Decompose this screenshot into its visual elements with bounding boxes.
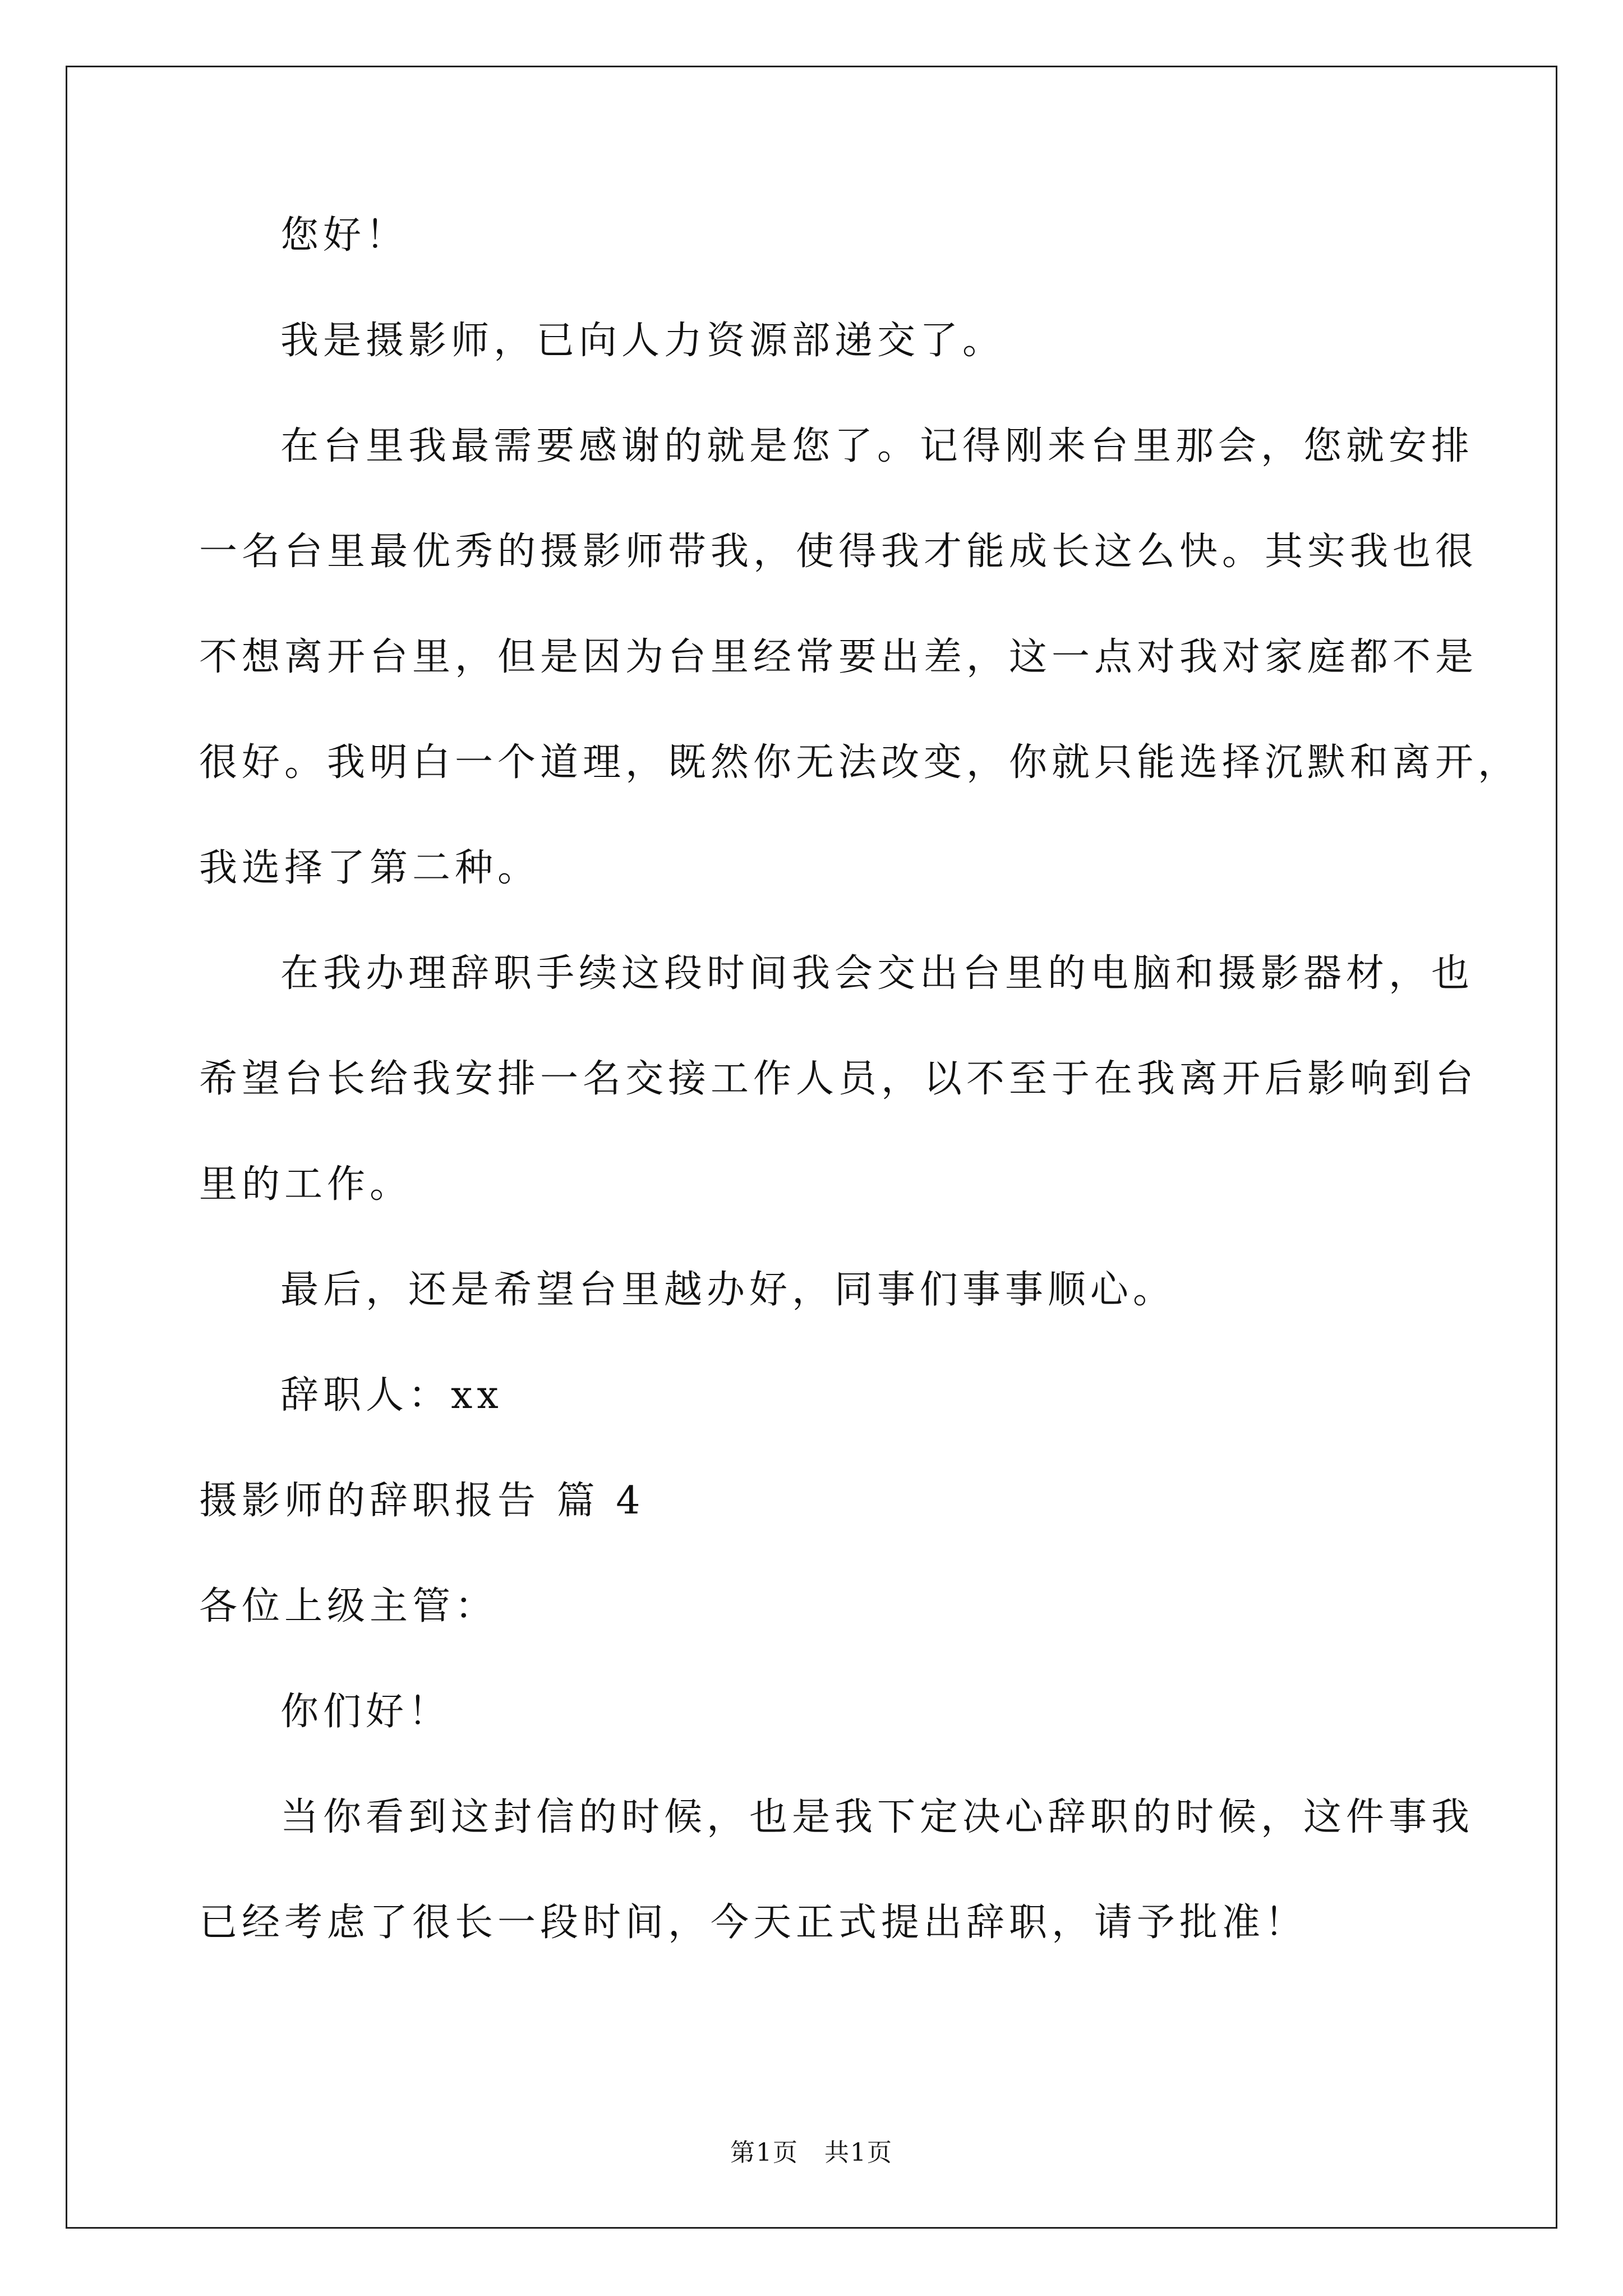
paragraph-line: 希望台长给我安排一名交接工作人员，以不至于在我离开后影响到台 [199, 1057, 1478, 1101]
salutation: 各位上级主管： [199, 1584, 498, 1628]
page-footer: 第1页 共1页 [730, 2138, 893, 2167]
greeting: 您好！ [280, 213, 409, 257]
paragraph-line: 我是摄影师，已向人力资源部递交了。 [280, 319, 1006, 363]
paragraph-line: 已经考虑了很长一段时间，今天正式提出辞职，请予批准！ [199, 1901, 1308, 1945]
paragraph-line: 最后，还是希望台里越办好，同事们事事顺心。 [280, 1268, 1176, 1312]
paragraph-line: 在台里我最需要感谢的就是您了。记得刚来台里那会，您就安排 [280, 424, 1474, 468]
greeting: 你们好！ [280, 1690, 451, 1734]
paragraph-line: 当你看到这封信的时候，也是我下定决心辞职的时候，这件事我 [280, 1795, 1474, 1839]
paragraph-line: 很好。我明白一个道理，既然你无法改变，你就只能选择沉默和离开， [199, 740, 1521, 785]
paragraph-line: 我选择了第二种。 [199, 846, 541, 890]
paragraph-line: 一名台里最优秀的摄影师带我，使得我才能成长这么快。其实我也很 [199, 530, 1478, 574]
paragraph-line: 在我办理辞职手续这段时间我会交出台里的电脑和摄影器材，也 [280, 951, 1474, 996]
section-heading: 摄影师的辞职报告 篇 4 [199, 1479, 645, 1523]
paragraph-line: 不想离开台里，但是因为台里经常要出差，这一点对我对家庭都不是 [199, 635, 1478, 679]
paragraph-line: 里的工作。 [199, 1162, 413, 1207]
signature-line: 辞职人：xx [280, 1373, 503, 1418]
